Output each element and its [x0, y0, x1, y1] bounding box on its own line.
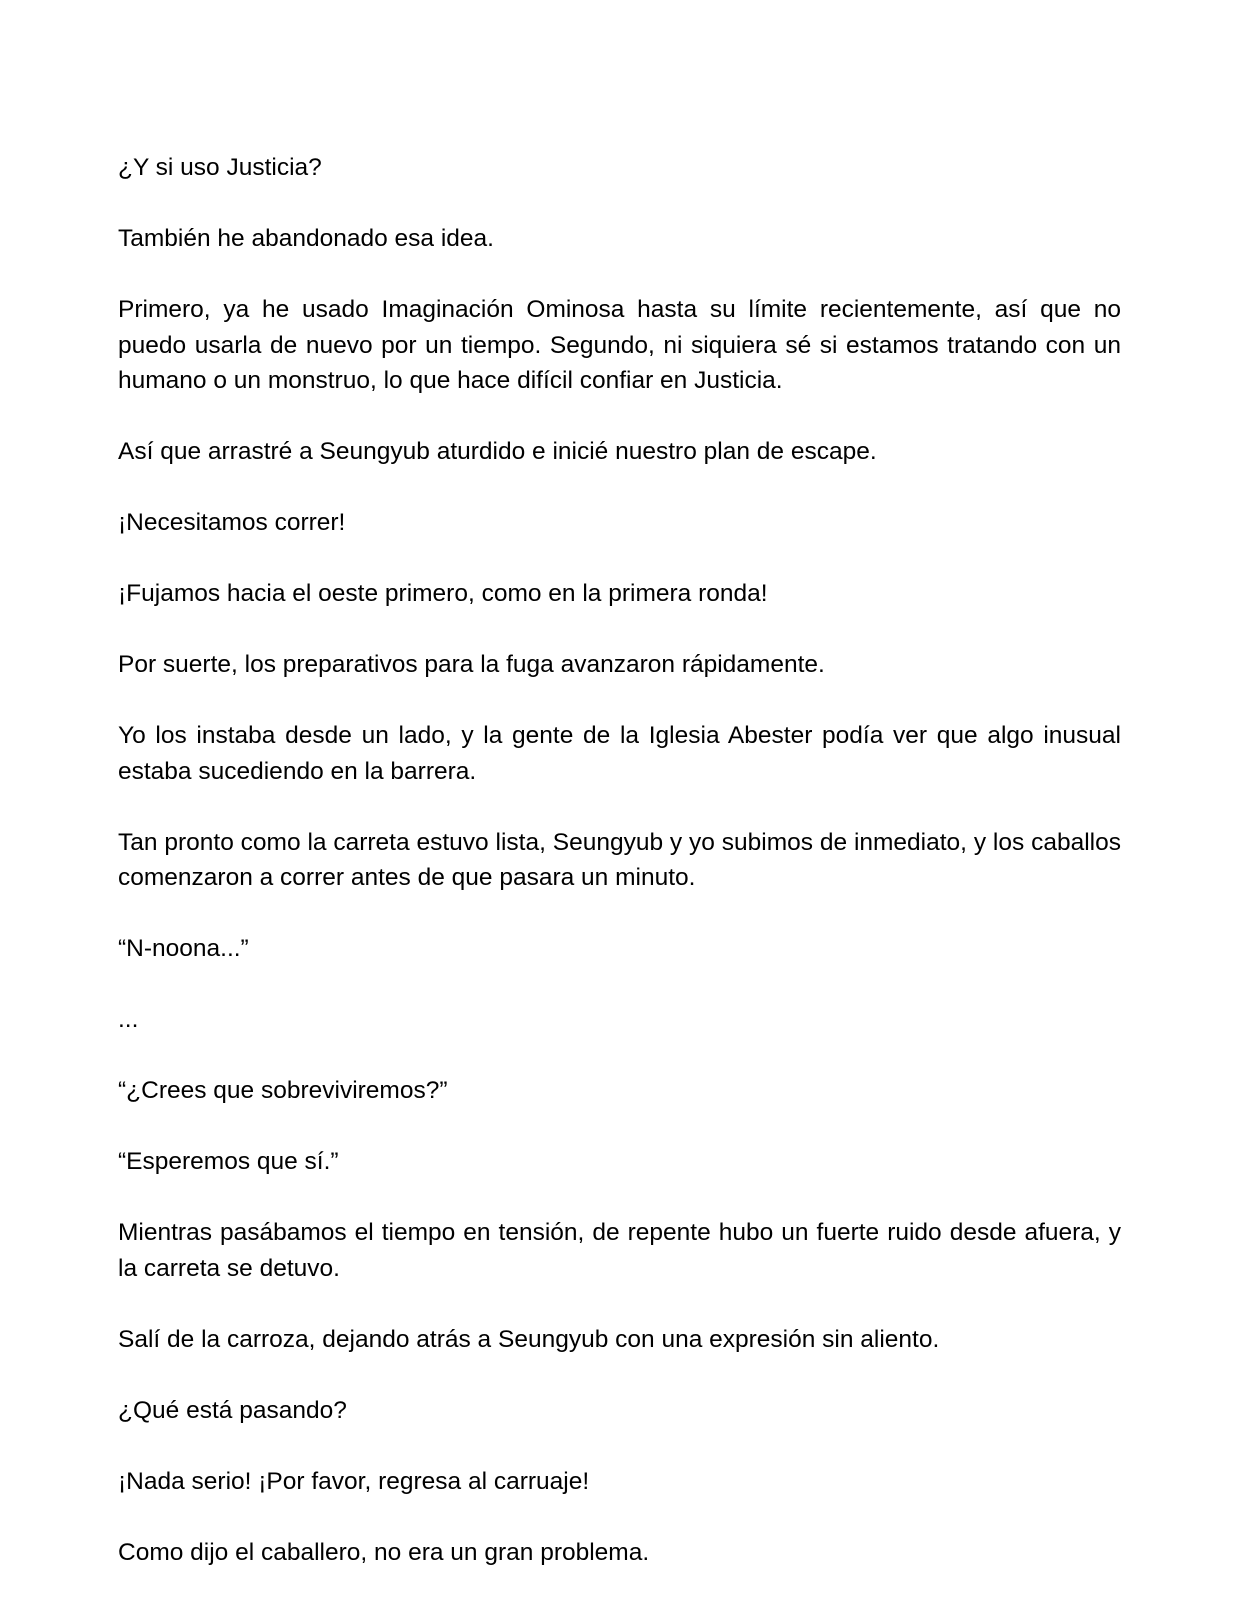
- paragraph-13: “Esperemos que sí.”: [118, 1148, 339, 1175]
- paragraph-4: Así que arrastré a Seungyub aturdido e inicié nuestro plan de escape.: [118, 438, 877, 465]
- paragraph-5: ¡Necesitamos correr!: [118, 509, 346, 536]
- paragraph-18: Como dijo el caballero, no era un gran problema.: [118, 1538, 650, 1566]
- paragraph-12: “¿Crees que sobreviviremos?”: [118, 1077, 448, 1104]
- paragraph-1: ¿Y si uso Justicia?: [118, 154, 322, 181]
- paragraph-2: También he abandonado esa idea.: [118, 225, 494, 252]
- paragraph-8: Yo los instaba desde un lado, y la gente de la Iglesia Abester podía ver que algo inusual estaba sucediendo en la barrera.: [118, 722, 1121, 785]
- paragraph-7: Por suerte, los preparativos para la fuga avanzaron rápidamente.: [118, 651, 825, 678]
- paragraph-16: ¿Qué está pasando?: [118, 1396, 347, 1424]
- paragraph-17: ¡Nada serio! ¡Por favor, regresa al carruaje!: [118, 1467, 590, 1495]
- paragraph-9: Tan pronto como la carreta estuvo lista, Seungyub y yo subimos de inmediato, y los caballos comenzaron a correr antes de que pasara un minuto.: [118, 828, 1121, 891]
- paragraph-10: “N-noona...”: [118, 935, 249, 962]
- paragraph-6: ¡Fujamos hacia el oeste primero, como en la primera ronda!: [118, 580, 768, 607]
- paragraph-3: Primero, ya he usado Imaginación Ominosa hasta su límite recientemente, así que no puedo usarla de nuevo por un tiempo. Segundo, ni siquiera sé si estamos tratando con un humano o un monstruo, lo que hace difícil confiar en Justicia.: [118, 296, 1121, 394]
- paragraph-15: Salí de la carroza, dejando atrás a Seungyub con una expresión sin aliento.: [118, 1325, 940, 1353]
- paragraph-14: Mientras pasábamos el tiempo en tensión, de repente hubo un fuerte ruido desde afuera, y la carreta se detuvo.: [118, 1219, 1121, 1282]
- paragraph-11: ...: [118, 1006, 139, 1033]
- document-page: [118, 150, 1121, 1606]
